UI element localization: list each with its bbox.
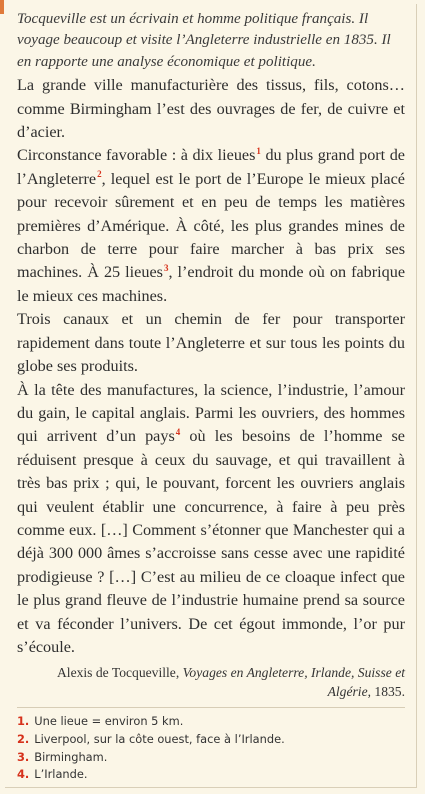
footnote-list: [17, 713, 405, 783]
paragraph-3: Trois canaux et un chemin de fer pour transporter rapidement dans toute l’Angleterre et sur tous les points du globe ses produits.: [17, 310, 405, 376]
text-span: , lequel est le port de l’Europe le mieux placé pour recevoir sûrement et en peu de temps les matières premières d’Amérique. À côté, les plus grandes mines de charbon de terre pour faire marcher à bas prix ses machines. À 25 lieues: [17, 169, 405, 282]
footnote-text: Liverpool, sur la côte ouest, face à l’Irlande.: [34, 731, 285, 746]
footnote-ref-1: 1: [256, 146, 261, 157]
footnote-item: [17, 713, 405, 731]
text-span: À la tête des manufactures, la science, l’industrie, l’amour du gain, le capital anglais. Parmi les ouvriers, des hommes qui arrivent d’un pays: [17, 380, 405, 446]
text-span: où les besoins de l’homme se réduisent presque à ceux du sauvage, et qui travaillent à très bas prix ; qui, le pouvant, forcent les ouvriers anglais qui veulent établir une concurrence, à faire à peu près comme eux. […] Comment s’étonner que Manchester qui a déjà 300 000 âmes s’accroisse sans cesse avec une rapidité prodigieuse ? […] C’est au milieu de ce cloaque infect que le plus grand fleuve de l’industrie humaine prend sa source et va féconder l’univers. De cet égout immonde, l’or pur s’écoule.: [17, 427, 405, 656]
document-content: [17, 9, 405, 784]
footnote-number: 3.: [17, 749, 30, 764]
source-author: Alexis de Tocqueville,: [56, 665, 183, 681]
text-span: du plus grand port de l’Angleterre: [17, 146, 405, 188]
footnote-number: 2.: [17, 731, 30, 746]
footnote-number: 4.: [17, 767, 30, 782]
footnote-text: Une lieue = environ 5 km.: [34, 714, 184, 729]
footnote-text: L’Irlande.: [34, 767, 88, 782]
source-citation: [17, 663, 405, 701]
footnote-item: [17, 731, 405, 749]
footnote-number: 1.: [17, 714, 30, 729]
paragraph-4: [17, 379, 405, 660]
intro-text: Tocqueville est un écrivain et homme politique français. Il voyage beaucoup et visite l’Angleterre industrielle en 1835. Il en rapporte une analyse économique et politique.: [17, 11, 391, 70]
footnote-ref-2: 2: [97, 169, 102, 180]
footnote-item: [17, 766, 405, 784]
footnote-divider: [17, 707, 405, 708]
footnote-item: [17, 749, 405, 767]
footnote-text: Birmingham.: [34, 749, 108, 764]
footnote-ref-3: 3: [163, 263, 169, 274]
text-span: Circonstance favorable : à dix lieues: [17, 146, 256, 165]
footnote-ref-4: 4: [175, 426, 181, 437]
text-span: , l’endroit du monde où on fabrique le mieux ces machines.: [17, 263, 406, 305]
source-year: , 1835.: [367, 684, 405, 700]
accent-bar: [0, 0, 4, 14]
paragraph-2: [17, 144, 405, 308]
paragraph-1: La grande ville manufacturière des tissus, fils, cotons… comme Birmingham l’est des ouvrages de fer, de cuivre et d’acier.: [17, 76, 405, 142]
source-work: Voyages en Angleterre, Irlande, Suisse et Algérie: [182, 665, 405, 700]
